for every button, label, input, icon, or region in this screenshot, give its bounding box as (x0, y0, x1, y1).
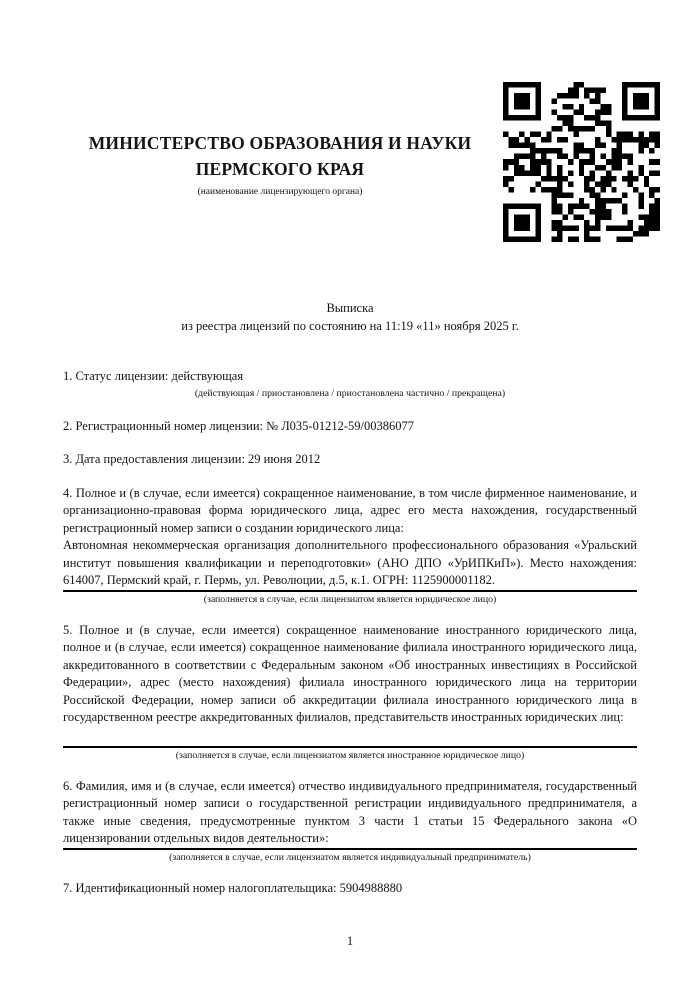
items-list (63, 368, 637, 897)
qr-code-icon (503, 82, 660, 242)
item-registration-number (63, 418, 637, 436)
foreign-entity-note: (заполняется в случае, если лицензиатом является иностранное юридическое лицо) (175, 749, 525, 761)
item-individual-entrepreneur (63, 778, 637, 864)
legal-entity-value: Автономная некоммерческая организация дополнительного профессионального образования «Уральский институт повышения квалификации и переподготовки» (АНО ДПО «УрИПКиП»). Место нахождения: 614007, Пермский край, г. Пермь, ул. Революции, д.5, к.1. ОГРН: 1125900001182. (63, 538, 637, 587)
legal-entity-description: 4. Полное и (в случае, если имеется) сокращенное наименование, в том числе фирменное наименование, и организационно-правовая форма юридического лица, адрес его места нахождения, государственный регистрационный номер записи о создании юридического лица: (63, 485, 637, 535)
document-header (0, 0, 700, 242)
item-taxpayer-id (63, 880, 637, 898)
license-grant-date-text: 3. Дата предоставления лицензии: 29 июня 2012 (63, 452, 321, 466)
taxpayer-id-text: 7. Идентификационный номер налогоплательщика: 5904988880 (63, 880, 403, 895)
licensing-authority-name: МИНИСТЕРСТВО ОБРАЗОВАНИЯ И НАУКИ ПЕРМСКОГО КРАЯ (88, 133, 472, 179)
licensing-authority-caption: (наименование лицензирующего органа) (197, 187, 363, 197)
legal-entity-note: (заполняется в случае, если лицензиатом является юридическое лицо) (203, 593, 497, 605)
individual-entrepreneur-fill-line (63, 848, 637, 850)
page-number: 1 (346, 934, 354, 948)
item-license-grant-date (63, 451, 637, 469)
statement-subtitle: из реестра лицензий по состоянию на 11:19 «11» ноября 2025 г. (181, 319, 519, 333)
statement-title: Выписка (326, 301, 374, 315)
foreign-entity-fill-line (63, 746, 637, 748)
license-status-text: 1. Статус лицензии: действующая (63, 369, 244, 383)
item-license-status (63, 368, 637, 400)
individual-entrepreneur-note: (заполняется в случае, если лицензиатом является индивидуальный предприниматель) (169, 851, 531, 863)
individual-entrepreneur-description: 6. Фамилия, имя и (в случае, если имеется) отчество индивидуального предпринимателя, государственный регистрационный номер записи о государственной регистрации индивидуального предпринимателя, а также иные сведения, предусмотренные пунктом 3 части 1 статьи 15 Федерального закона «О лицензировании отдельных видов деятельности»: (63, 778, 637, 845)
item-legal-entity (63, 485, 637, 606)
foreign-entity-description: 5. Полное и (в случае, если имеется) сокращенное наименование иностранного юридического лица, полное и (в случае, если имеется) сокращенное наименование филиала иностранного юридического лица, аккредитованного в соответствии с Федеральным законом «Об иностранных инвестициях в Российской Федерации», адрес (место нахождения) филиала иностранного юридического лица на территории Российской Федерации, номер записи об аккредитации филиала иностранного юридического лица в государственном реестре аккредитованных филиалов, представительств иностранных юридических лиц: (63, 622, 637, 724)
license-status-note: (действующая / приостановлена / приостановлена частично / прекращена) (194, 387, 506, 399)
statement-title-block (63, 299, 637, 335)
licensing-authority-block (68, 130, 492, 198)
item-foreign-entity (63, 622, 637, 762)
registration-number-text: 2. Регистрационный номер лицензии: № Л035-01212-59/00386077 (63, 418, 414, 433)
legal-entity-fill-line (63, 590, 637, 592)
